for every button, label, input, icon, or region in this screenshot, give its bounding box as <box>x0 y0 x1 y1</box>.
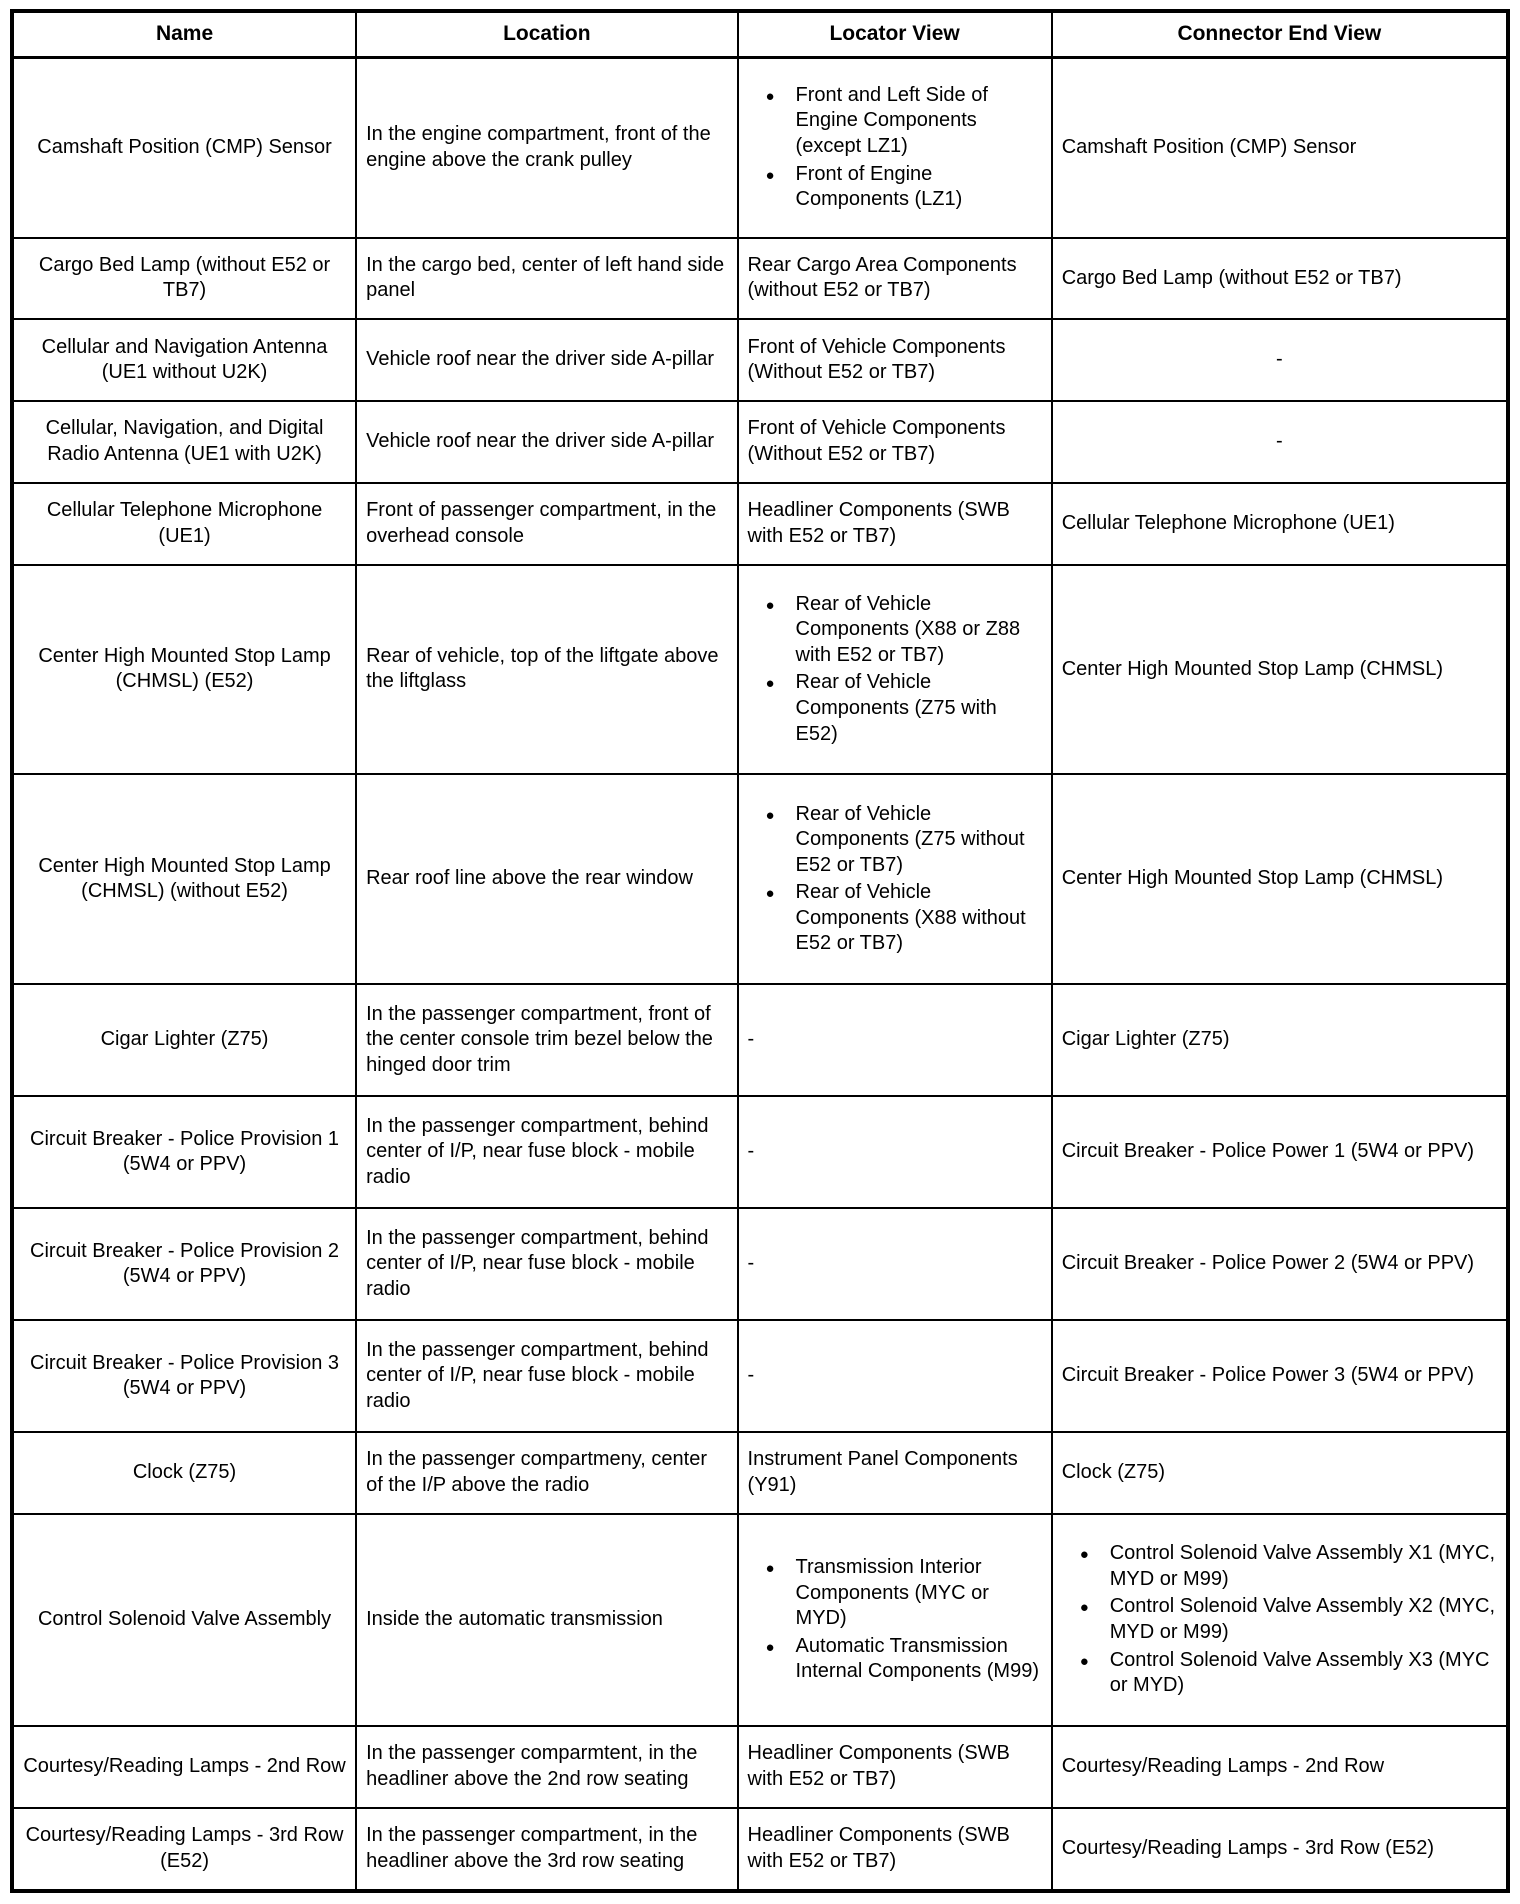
bullet-item: ● Control Solenoid Valve Assembly X2 (MYC, MYD or M99) <box>1062 1594 1497 1645</box>
cell-connector-end-view: Circuit Breaker - Police Power 2 (5W4 or PPV) <box>1052 1208 1508 1320</box>
cell-name: Circuit Breaker - Police Provision 1 (5W4 or PPV) <box>12 1096 356 1208</box>
bullet-item: ● Rear of Vehicle Components (Z75 without E52 or TB7) <box>748 802 1042 879</box>
cell-locator-view: Rear Cargo Area Components (without E52 or TB7) <box>738 238 1052 320</box>
cell-name: Control Solenoid Valve Assembly <box>12 1514 356 1726</box>
cell-location: Vehicle roof near the driver side A-pillar <box>356 401 737 483</box>
cell-locator-view: Front of Vehicle Components (Without E52 or TB7) <box>738 401 1052 483</box>
table-row <box>12 319 1508 401</box>
table-row <box>12 401 1508 483</box>
cell-location: Vehicle roof near the driver side A-pillar <box>356 319 737 401</box>
cell-connector-end-view: Circuit Breaker - Police Power 3 (5W4 or PPV) <box>1052 1320 1508 1432</box>
cell-location: In the passenger compartment, behind center of I/P, near fuse block - mobile radio <box>356 1208 737 1320</box>
cell-connector-end-view <box>1052 1514 1508 1726</box>
cell-locator-view <box>738 565 1052 775</box>
bullet-item: ● Transmission Interior Components (MYC or MYD) <box>748 1555 1042 1632</box>
table-row <box>12 238 1508 320</box>
cell-location: In the passenger compartment, in the headliner above the 3rd row seating <box>356 1808 737 1891</box>
cell-connector-end-view: Camshaft Position (CMP) Sensor <box>1052 57 1508 237</box>
table-row <box>12 1808 1508 1891</box>
cell-locator-view <box>738 57 1052 237</box>
cell-connector-end-view: Cellular Telephone Microphone (UE1) <box>1052 483 1508 565</box>
cell-locator-view: Instrument Panel Components (Y91) <box>738 1432 1052 1514</box>
bullet-item: ● Control Solenoid Valve Assembly X3 (MYC or MYD) <box>1062 1648 1497 1699</box>
cell-name: Cellular, Navigation, and Digital Radio Antenna (UE1 with U2K) <box>12 401 356 483</box>
bullet-item: ● Rear of Vehicle Components (Z75 with E52) <box>748 670 1042 747</box>
table-row <box>12 483 1508 565</box>
cell-connector-end-view: Cigar Lighter (Z75) <box>1052 984 1508 1096</box>
table-row <box>12 1320 1508 1432</box>
cell-locator-view <box>738 1514 1052 1726</box>
cell-name: Cigar Lighter (Z75) <box>12 984 356 1096</box>
cell-name: Circuit Breaker - Police Provision 2 (5W4 or PPV) <box>12 1208 356 1320</box>
table-row <box>12 774 1508 984</box>
cell-location: In the engine compartment, front of the engine above the crank pulley <box>356 57 737 237</box>
bullet-item: ● Control Solenoid Valve Assembly X1 (MYC, MYD or M99) <box>1062 1541 1497 1592</box>
cell-locator-view <box>738 774 1052 984</box>
table-row <box>12 1726 1508 1808</box>
bullet-list <box>1062 1541 1497 1699</box>
cell-location: Rear of vehicle, top of the liftgate above the liftglass <box>356 565 737 775</box>
cell-connector-end-view: Clock (Z75) <box>1052 1432 1508 1514</box>
table-row <box>12 1514 1508 1726</box>
cell-name: Courtesy/Reading Lamps - 2nd Row <box>12 1726 356 1808</box>
cell-connector-end-view: Cargo Bed Lamp (without E52 or TB7) <box>1052 238 1508 320</box>
cell-connector-end-view: Center High Mounted Stop Lamp (CHMSL) <box>1052 565 1508 775</box>
cell-connector-end-view: - <box>1052 319 1508 401</box>
cell-locator-view: - <box>738 1320 1052 1432</box>
cell-location: In the passenger compartment, behind center of I/P, near fuse block - mobile radio <box>356 1320 737 1432</box>
cell-location: In the passenger compartment, front of the center console trim bezel below the hinged door trim <box>356 984 737 1096</box>
cell-name: Camshaft Position (CMP) Sensor <box>12 57 356 237</box>
component-table-body <box>12 57 1508 1891</box>
cell-name: Cellular and Navigation Antenna (UE1 without U2K) <box>12 319 356 401</box>
cell-connector-end-view: Circuit Breaker - Police Power 1 (5W4 or PPV) <box>1052 1096 1508 1208</box>
cell-locator-view: Front of Vehicle Components (Without E52 or TB7) <box>738 319 1052 401</box>
cell-locator-view: - <box>738 1096 1052 1208</box>
cell-name: Courtesy/Reading Lamps - 3rd Row (E52) <box>12 1808 356 1891</box>
table-row <box>12 565 1508 775</box>
table-header <box>12 11 1508 57</box>
cell-connector-end-view: Courtesy/Reading Lamps - 3rd Row (E52) <box>1052 1808 1508 1891</box>
cell-locator-view: - <box>738 984 1052 1096</box>
table-row <box>12 1432 1508 1514</box>
table-row <box>12 984 1508 1096</box>
header-connector-end-view: Connector End View <box>1052 11 1508 57</box>
bullet-item: ● Front of Engine Components (LZ1) <box>748 162 1042 213</box>
component-locator-table <box>10 9 1510 1893</box>
cell-location: Rear roof line above the rear window <box>356 774 737 984</box>
cell-locator-view: Headliner Components (SWB with E52 or TB7) <box>738 483 1052 565</box>
cell-locator-view: - <box>738 1208 1052 1320</box>
cell-location: Inside the automatic transmission <box>356 1514 737 1726</box>
table-row <box>12 1096 1508 1208</box>
bullet-item: ● Automatic Transmission Internal Components (M99) <box>748 1634 1042 1685</box>
cell-connector-end-view: Center High Mounted Stop Lamp (CHMSL) <box>1052 774 1508 984</box>
cell-name: Cargo Bed Lamp (without E52 or TB7) <box>12 238 356 320</box>
cell-location: In the passenger comparmtent, in the headliner above the 2nd row seating <box>356 1726 737 1808</box>
cell-connector-end-view: - <box>1052 401 1508 483</box>
cell-connector-end-view: Courtesy/Reading Lamps - 2nd Row <box>1052 1726 1508 1808</box>
header-location: Location <box>356 11 737 57</box>
bullet-list <box>748 83 1042 213</box>
bullet-item: ● Rear of Vehicle Components (X88 or Z88 with E52 or TB7) <box>748 592 1042 669</box>
cell-location: Front of passenger compartment, in the overhead console <box>356 483 737 565</box>
cell-location: In the passenger compartmeny, center of the I/P above the radio <box>356 1432 737 1514</box>
table-row <box>12 57 1508 237</box>
bullet-list <box>748 1555 1042 1685</box>
cell-name: Center High Mounted Stop Lamp (CHMSL) (E52) <box>12 565 356 775</box>
header-row <box>12 11 1508 57</box>
header-locator-view: Locator View <box>738 11 1052 57</box>
bullet-list <box>748 592 1042 748</box>
cell-locator-view: Headliner Components (SWB with E52 or TB7) <box>738 1808 1052 1891</box>
cell-locator-view: Headliner Components (SWB with E52 or TB7) <box>738 1726 1052 1808</box>
cell-name: Cellular Telephone Microphone (UE1) <box>12 483 356 565</box>
cell-name: Center High Mounted Stop Lamp (CHMSL) (without E52) <box>12 774 356 984</box>
cell-location: In the passenger compartment, behind center of I/P, near fuse block - mobile radio <box>356 1096 737 1208</box>
cell-location: In the cargo bed, center of left hand side panel <box>356 238 737 320</box>
cell-name: Clock (Z75) <box>12 1432 356 1514</box>
bullet-item: ● Front and Left Side of Engine Components (except LZ1) <box>748 83 1042 160</box>
bullet-list <box>748 802 1042 958</box>
cell-name: Circuit Breaker - Police Provision 3 (5W4 or PPV) <box>12 1320 356 1432</box>
table-row <box>12 1208 1508 1320</box>
header-name: Name <box>12 11 356 57</box>
bullet-item: ● Rear of Vehicle Components (X88 without E52 or TB7) <box>748 880 1042 957</box>
